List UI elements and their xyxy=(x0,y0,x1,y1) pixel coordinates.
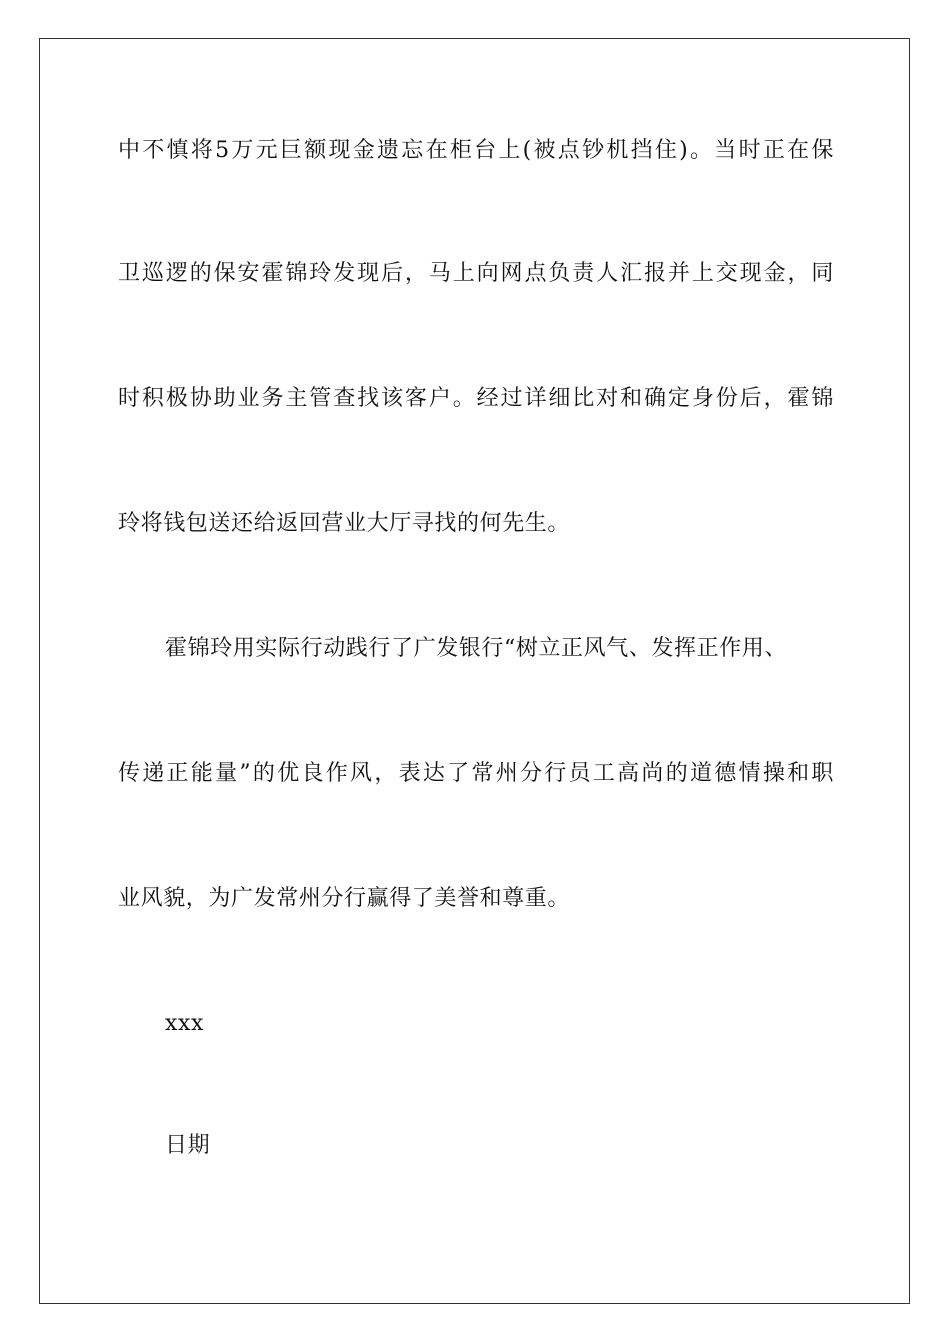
paragraph-line-4: 玲将钱包送还给返回营业大厅寻找的何先生。 xyxy=(118,511,571,536)
paragraph-line-1: 中不慎将5万元巨额现金遗忘在柜台上(被点钞机挡住)。当时正在保 xyxy=(118,138,834,163)
paragraph-line-5: 霍锦玲用实际行动践行了广发银行“树立正风气、发挥正作用、 xyxy=(165,636,788,661)
paragraph-line-6: 传递正能量”的优良作风，表达了常州分行员工高尚的道德情操和职 xyxy=(118,761,834,786)
paragraph-line-7: 业风貌，为广发常州分行赢得了美誉和尊重。 xyxy=(118,886,571,911)
date-label: 日期 xyxy=(165,1133,211,1158)
document-page xyxy=(39,38,910,1304)
paragraph-line-2: 卫巡逻的保安霍锦玲发现后，马上向网点负责人汇报并上交现金，同 xyxy=(118,261,834,286)
signature: xxx xyxy=(165,1011,205,1036)
paragraph-line-3: 时积极协助业务主管查找该客户。经过详细比对和确定身份后，霍锦 xyxy=(118,386,834,411)
